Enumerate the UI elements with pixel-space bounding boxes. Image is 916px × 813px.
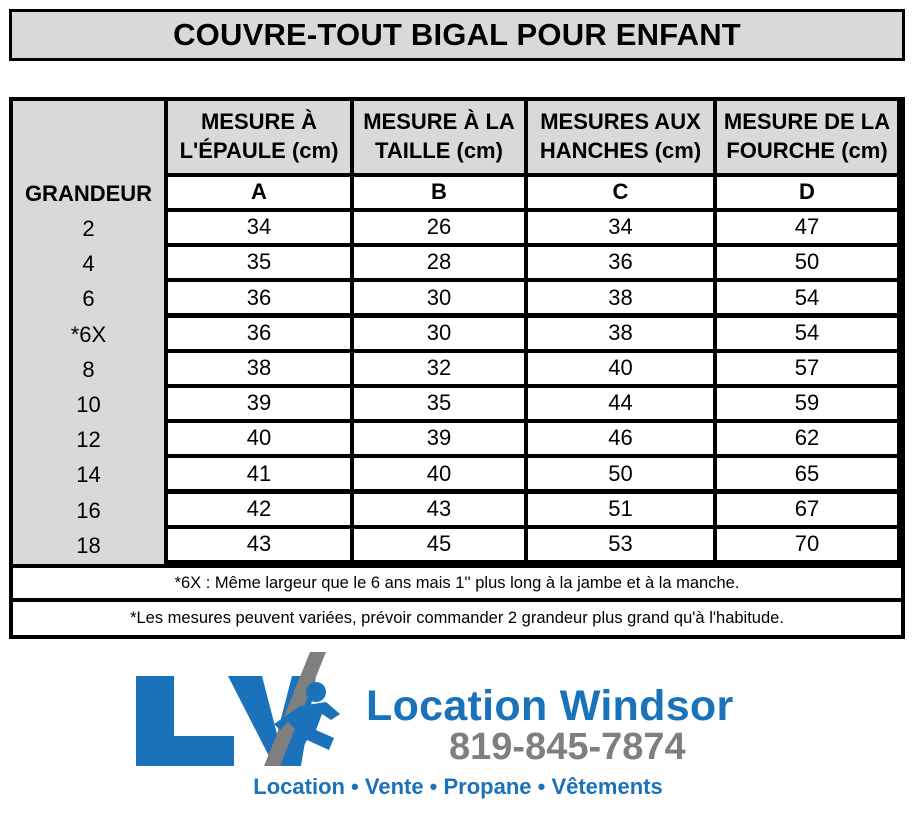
column-header-line1: MESURES AUX (540, 109, 701, 135)
size-label: 14 (76, 462, 101, 488)
table-cell: 36 (528, 247, 713, 278)
table-cell: 47 (717, 212, 897, 243)
table-cell: 50 (528, 458, 713, 489)
table-cell: 38 (528, 318, 713, 349)
table-cell: 62 (717, 423, 897, 454)
table-cell: 34 (528, 212, 713, 243)
size-column (13, 101, 164, 564)
table-cell: 54 (717, 282, 897, 313)
table-cell: 34 (168, 212, 350, 243)
table-cell: 40 (168, 423, 350, 454)
column-header-line1: MESURE À LA (363, 109, 515, 135)
column-letter: C (528, 177, 713, 208)
column-header-line2: FOURCHE (cm) (726, 138, 888, 163)
company-name: Location Windsor (366, 682, 734, 730)
table-cell: 38 (528, 282, 713, 313)
table-cell: 35 (354, 388, 524, 419)
table-cell: 51 (528, 494, 713, 525)
table-cell: 35 (168, 247, 350, 278)
note-measures: *Les mesures peuvent variées, prévoir commander 2 grandeur plus grand qu'à l'habitude. (13, 602, 901, 635)
table-cell: 70 (717, 529, 897, 560)
table-cell: 40 (528, 353, 713, 384)
table-cell: 26 (354, 212, 524, 243)
size-label: 8 (82, 356, 95, 382)
table-cell: 30 (354, 318, 524, 349)
table-cell: 54 (717, 318, 897, 349)
company-phone: 819-845-7874 (449, 726, 686, 768)
column-letter: D (717, 177, 897, 208)
column-header-line2: TAILLE (cm) (375, 138, 503, 163)
note-6x: *6X : Même largeur que le 6 ans mais 1'' plus long à la jambe et à la manche. (13, 568, 901, 598)
table-cell: 38 (168, 353, 350, 384)
size-label: 18 (76, 532, 101, 558)
table-cell: 41 (168, 458, 350, 489)
size-label: 12 (76, 427, 101, 453)
table-cell: 57 (717, 353, 897, 384)
table-cell: 53 (528, 529, 713, 560)
table-cell: 43 (168, 529, 350, 560)
column-header (717, 101, 897, 173)
size-header: GRANDEUR (24, 181, 153, 206)
size-label: 6 (82, 286, 95, 312)
table-cell: 65 (717, 458, 897, 489)
table-cell: 46 (528, 423, 713, 454)
table-cell: 32 (354, 353, 524, 384)
table-cell: 50 (717, 247, 897, 278)
page-title: COUVRE-TOUT BIGAL POUR ENFANT (173, 17, 741, 52)
size-label: 4 (82, 251, 95, 277)
company-tagline: Location • Vente • Propane • Vêtements (253, 774, 663, 799)
column-letter: B (354, 177, 524, 208)
size-chart-table (9, 97, 905, 639)
size-label: *6X (70, 321, 107, 347)
column-header (528, 101, 713, 173)
column-letter: A (168, 177, 350, 208)
table-cell: 39 (354, 423, 524, 454)
size-label: 16 (76, 497, 101, 523)
table-cell: 39 (168, 388, 350, 419)
table-cell: 59 (717, 388, 897, 419)
table-cell: 40 (354, 458, 524, 489)
table-cell: 42 (168, 494, 350, 525)
table-cell: 28 (354, 247, 524, 278)
column-header (168, 101, 350, 173)
table-cell: 67 (717, 494, 897, 525)
column-header-line1: MESURE DE LA (723, 109, 891, 135)
size-label: 10 (76, 392, 101, 417)
column-header-line2: L'ÉPAULE (cm) (179, 138, 339, 163)
table-cell: 30 (354, 282, 524, 313)
column-header (354, 101, 524, 173)
table-cell: 45 (354, 529, 524, 560)
size-label: 2 (82, 216, 95, 241)
table-cell: 36 (168, 282, 350, 313)
table-cell: 43 (354, 494, 524, 525)
column-header-line2: HANCHES (cm) (539, 138, 702, 163)
table-cell: 36 (168, 318, 350, 349)
title-banner (9, 9, 905, 61)
column-header-line1: MESURE À (200, 109, 318, 135)
table-cell: 44 (528, 388, 713, 419)
